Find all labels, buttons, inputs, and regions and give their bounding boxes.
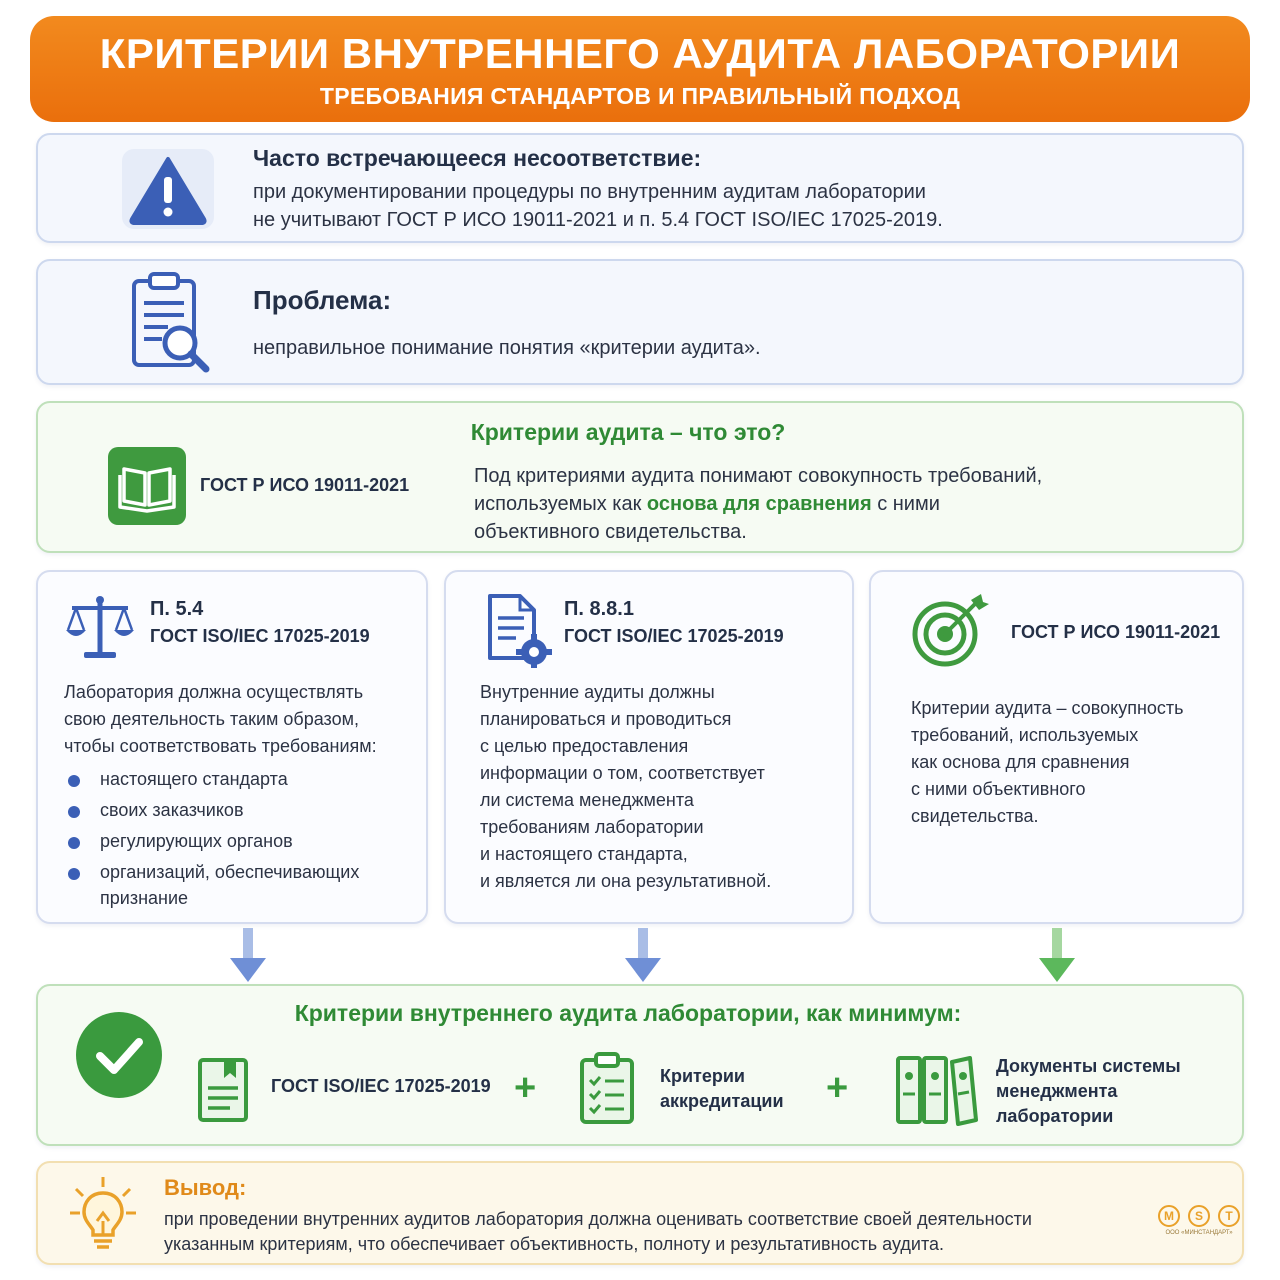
list-item-label: регулирующих органов xyxy=(100,831,293,851)
definition-line-2-suffix: с ними xyxy=(871,493,940,515)
plus-sign: + xyxy=(514,1067,537,1109)
conclusion-line-1: при проведении внутренних аудитов лаборатория должна оценивать соответствие своей деятельности xyxy=(164,1209,1032,1229)
nonconformity-line-2: не учитывают ГОСТ Р ИСО 19011-2021 и п. 5.4 ГОСТ ISO/IEC 17025-2019. xyxy=(253,209,943,231)
company-logo xyxy=(1158,1205,1240,1236)
logo-letter-s: S xyxy=(1188,1205,1210,1227)
iso-19011-card xyxy=(869,570,1244,924)
binders-icon xyxy=(894,1054,978,1133)
nonconformity-line-1: при документировании процедуры по внутренним аудитам лаборатории xyxy=(253,181,926,203)
document-icon xyxy=(196,1056,252,1129)
clause-8-8-1-card xyxy=(444,570,854,924)
clause-8-8-1-standard: ГОСТ ISO/IEC 17025-2019 xyxy=(564,626,784,646)
checkmark-icon xyxy=(76,1012,162,1098)
logo-caption: ООО «МИНСТАНДАРТ» xyxy=(1165,1230,1233,1236)
minimum-item-3-line-1: Документы системы xyxy=(996,1056,1181,1076)
conclusion-line-2: указанным критериям, что обеспечивает объективность, полноту и результативность аудита. xyxy=(164,1234,944,1254)
minimum-heading: Критерии внутреннего аудита лаборатории, как минимум: xyxy=(294,1000,962,1026)
nonconformity-heading: Часто встречающееся несоответствие: xyxy=(253,145,702,171)
definition-line-3: объективного свидетельства. xyxy=(474,521,747,543)
arrow-down-icon xyxy=(228,928,268,984)
nonconformity-card xyxy=(36,133,1244,243)
minimum-item-3-line-3: лаборатории xyxy=(996,1106,1114,1126)
iso-19011-line: Критерии аудита – совокупность xyxy=(911,698,1184,718)
clause-8-8-1-number: П. 8.8.1 xyxy=(564,598,634,620)
iso-19011-line: требований, используемых xyxy=(911,725,1139,745)
bullet-dot xyxy=(68,837,80,849)
clipboard-search-icon xyxy=(126,271,216,380)
arrow-down-icon xyxy=(1037,928,1077,984)
clause-5-4-line-3: чтобы соответствовать требованиям: xyxy=(64,736,377,756)
clause-5-4-line-1: Лаборатория должна осуществлять xyxy=(64,682,364,702)
clause-5-4-standard: ГОСТ ISO/IEC 17025-2019 xyxy=(150,626,370,646)
conclusion-heading: Вывод: xyxy=(164,1175,247,1200)
target-icon xyxy=(911,592,991,673)
list-item-label: своих заказчиков xyxy=(100,800,244,820)
problem-heading: Проблема: xyxy=(253,285,392,315)
clause-8-8-1-line: информации о том, соответствует xyxy=(480,763,765,783)
clause-5-4-line-2: свою деятельность таким образом, xyxy=(64,709,359,729)
minimum-item-1: ГОСТ ISO/IEC 17025-2019 xyxy=(271,1076,491,1096)
list-item xyxy=(68,862,359,883)
logo-letter-m: M xyxy=(1158,1205,1180,1227)
iso-19011-line: как основа для сравнения xyxy=(911,752,1130,772)
bullet-dot xyxy=(68,868,80,880)
book-icon xyxy=(108,447,186,525)
plus-sign: + xyxy=(826,1067,849,1109)
clause-8-8-1-line: планироваться и проводиться xyxy=(480,709,732,729)
definition-heading: Критерии аудита – что это? xyxy=(470,419,786,445)
clause-5-4-number: П. 5.4 xyxy=(150,598,204,620)
conclusion-card xyxy=(36,1161,1244,1265)
minimum-item-3-line-2: менеджмента xyxy=(996,1081,1118,1101)
definition-line-2-prefix: используемых как xyxy=(474,493,647,515)
definition-line-1: Под критериями аудита понимают совокупность требований, xyxy=(474,465,1043,487)
checklist-icon xyxy=(578,1050,638,1131)
warning-icon xyxy=(122,149,214,229)
definition-line-2 xyxy=(474,493,940,516)
bullet-dot xyxy=(68,806,80,818)
list-item-label: настоящего стандарта xyxy=(100,769,288,789)
arrow-down-icon xyxy=(623,928,663,984)
clause-8-8-1-line: требованиям лаборатории xyxy=(480,817,704,837)
clause-8-8-1-line: и является ли она результативной. xyxy=(480,871,772,891)
page-title: КРИТЕРИИ ВНУТРЕННЕГО АУДИТА ЛАБОРАТОРИИ xyxy=(99,30,1181,77)
lightbulb-icon xyxy=(68,1175,138,1260)
clause-8-8-1-line: ли система менеджмента xyxy=(480,790,694,810)
iso-19011-line: свидетельства. xyxy=(911,806,1039,826)
minimum-item-2-line-1: Критерии xyxy=(660,1066,745,1086)
clause-5-4-card xyxy=(36,570,428,924)
minimum-criteria-card xyxy=(36,984,1244,1146)
definition-card xyxy=(36,401,1244,553)
bullet-dot xyxy=(68,775,80,787)
list-item xyxy=(68,831,293,852)
list-item xyxy=(68,769,288,790)
definition-source: ГОСТ Р ИСО 19011-2021 xyxy=(200,475,410,495)
clause-8-8-1-line: и настоящего стандарта, xyxy=(480,844,688,864)
page-header xyxy=(30,16,1250,122)
list-item-continuation: признание xyxy=(100,888,189,908)
scales-icon xyxy=(64,594,136,667)
iso-19011-line: с ними объективного xyxy=(911,779,1086,799)
list-item xyxy=(68,800,244,821)
logo-letter-t: T xyxy=(1218,1205,1240,1227)
list-item-label: организаций, обеспечивающих xyxy=(100,862,360,882)
minimum-item-2-line-2: аккредитации xyxy=(660,1091,784,1111)
clause-8-8-1-line: Внутренние аудиты должны xyxy=(480,682,715,702)
problem-text: неправильное понимание понятия «критерии аудита». xyxy=(253,337,761,359)
document-gear-icon xyxy=(484,592,552,673)
clause-8-8-1-line: с целью предоставления xyxy=(480,736,689,756)
problem-card xyxy=(36,259,1244,385)
definition-highlight: основа для сравнения xyxy=(646,493,872,515)
iso-19011-standard: ГОСТ Р ИСО 19011-2021 xyxy=(1011,622,1221,642)
page-subtitle: ТРЕБОВАНИЯ СТАНДАРТОВ И ПРАВИЛЬНЫЙ ПОДХОД xyxy=(319,83,961,109)
